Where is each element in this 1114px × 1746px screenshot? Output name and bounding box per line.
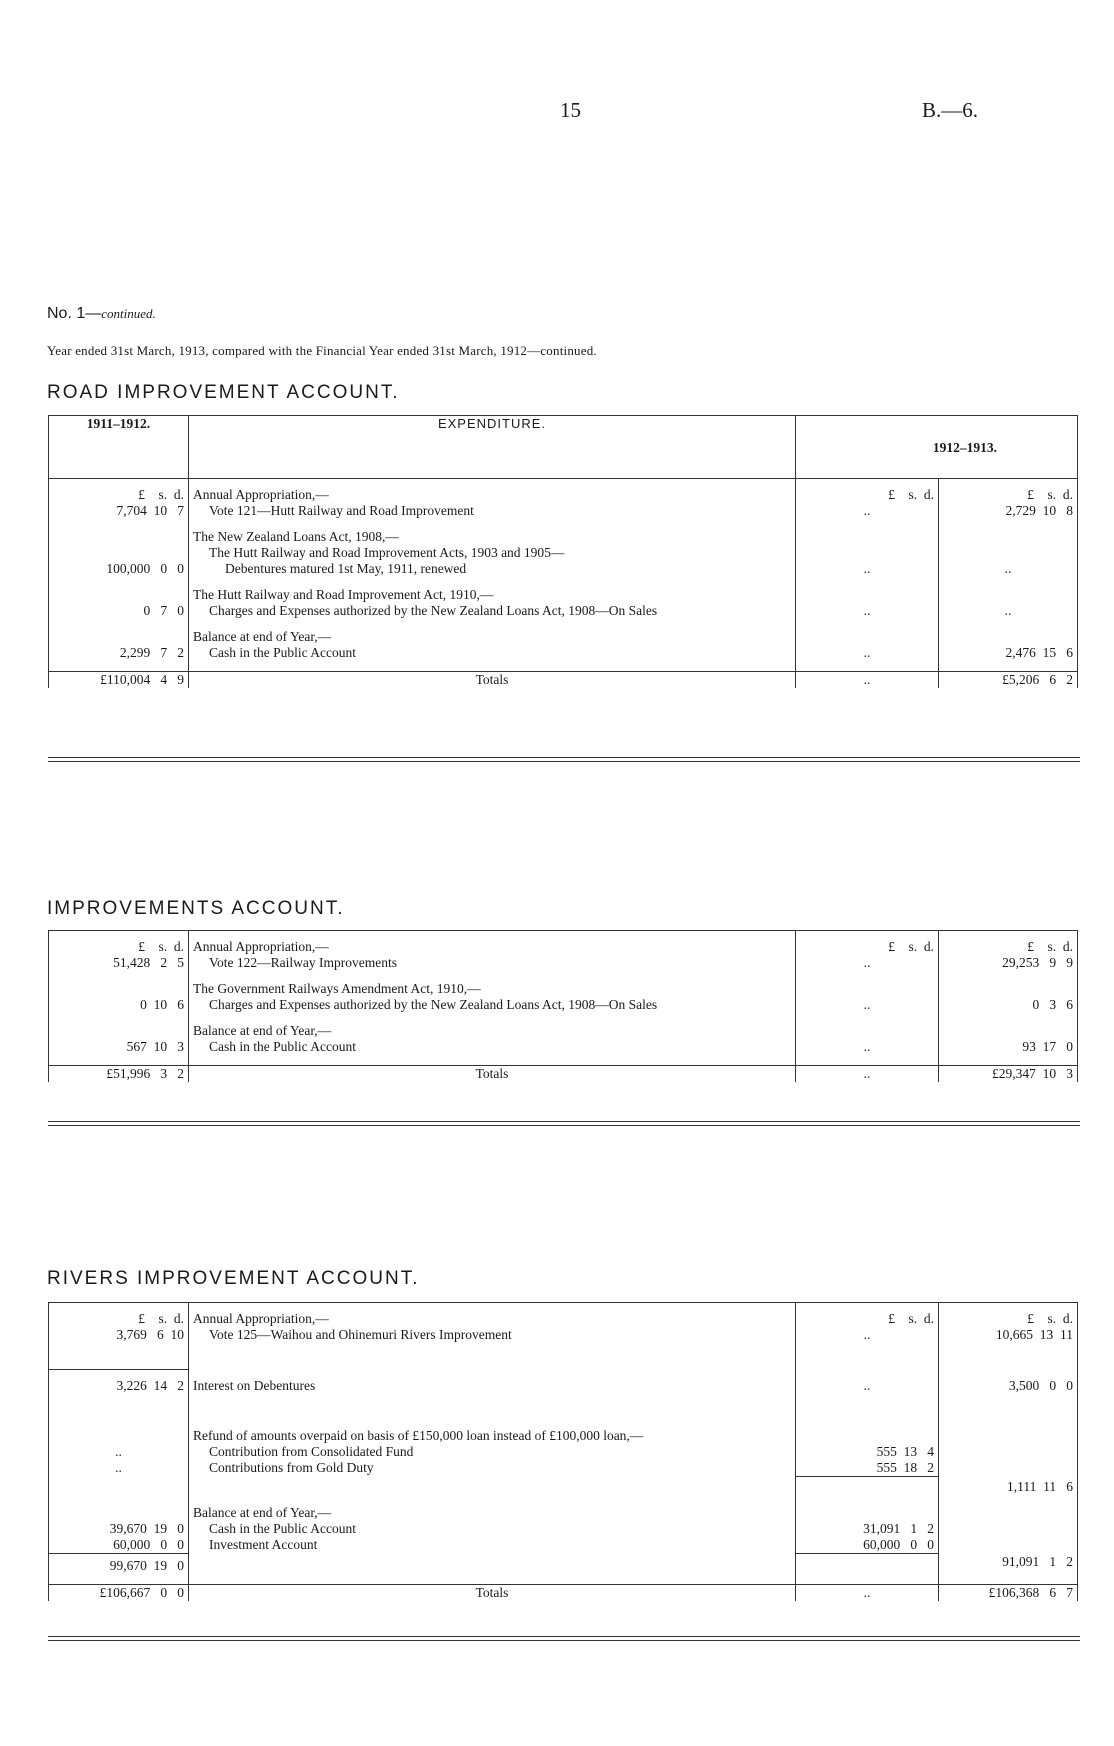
page-number: 15 xyxy=(560,98,581,122)
col-header-1911-1912: 1911–1912. xyxy=(49,416,189,479)
row-label: Debentures matured 1st May, 1911, renewed xyxy=(225,561,467,576)
amount-1912: 3,500 0 0 xyxy=(1008,1377,1073,1393)
row-label: Cash in the Public Account xyxy=(209,1521,356,1536)
subheading-number: No. 1— xyxy=(47,305,102,322)
amount-1912: .. xyxy=(1004,561,1012,576)
row-label: Vote 125—Waihou and Ohinemuri Rivers Improvement xyxy=(209,1327,512,1342)
section-subheading xyxy=(47,305,156,323)
row-label: Contribution from Consolidated Fund xyxy=(209,1444,414,1459)
amount-mid: .. xyxy=(796,997,939,1013)
row-label: Charges and Expenses authorized by the New Zealand Loans Act, 1908—On Sales xyxy=(209,997,658,1012)
amount-1911: 51,428 2 5 xyxy=(49,955,189,971)
amount-1911: 3,769 6 10 xyxy=(49,1327,189,1343)
amount-1912: 0 3 6 xyxy=(1032,997,1073,1012)
row-label: Vote 121—Hutt Railway and Road Improvement xyxy=(209,503,474,518)
total-1912: £5,206 6 2 xyxy=(939,672,1078,689)
amount-mid: .. xyxy=(796,955,939,971)
row-heading: The Hutt Railway and Road Improvement Act, 1910,— xyxy=(189,587,796,603)
document-reference: B.—6. xyxy=(922,98,979,122)
row-heading: The New Zealand Loans Act, 1908,— xyxy=(189,529,796,545)
rivers-account-title: RIVERS IMPROVEMENT ACCOUNT. xyxy=(47,1268,420,1289)
row-label: Vote 122—Railway Improvements xyxy=(209,955,397,970)
rivers-account-table xyxy=(48,1302,1078,1601)
totals-label: Totals xyxy=(189,1066,796,1083)
row-heading: The Government Railways Amendment Act, 1910,— xyxy=(189,981,796,997)
double-rule xyxy=(48,1636,1080,1641)
road-account-title: ROAD IMPROVEMENT ACCOUNT. xyxy=(47,382,400,403)
amount-1912: 91,091 1 2 xyxy=(1002,1553,1073,1569)
amount-1911: 7,704 10 7 xyxy=(49,503,189,519)
row-heading: Annual Appropriation,— xyxy=(189,939,796,955)
row-label: Charges and Expenses authorized by the New Zealand Loans Act, 1908—On Sales xyxy=(209,603,658,618)
amount-1912: 93 17 0 xyxy=(1022,1039,1073,1054)
amount-1911: 2,299 7 2 xyxy=(49,645,189,661)
amount-mid: .. xyxy=(796,1327,939,1343)
row-heading: Balance at end of Year,— xyxy=(189,629,796,645)
row-heading: Annual Appropriation,— xyxy=(189,1311,796,1327)
row-heading: Refund of amounts overpaid on basis of £150,000 loan instead of £100,000 loan,— xyxy=(189,1428,796,1444)
amount-1911: 0 7 0 xyxy=(49,603,189,619)
amount-1912: 1,111 11 6 xyxy=(1007,1478,1073,1494)
amount-1911: 60,000 0 0 xyxy=(49,1537,189,1554)
unit-header: £ s. d. xyxy=(1027,939,1073,954)
unit-header: £ s. d. xyxy=(1027,487,1073,502)
amount-mid: 555 18 2 xyxy=(796,1460,939,1477)
amount-1911: 3,226 14 2 xyxy=(49,1370,189,1395)
amount-mid: 31,091 1 2 xyxy=(796,1521,939,1537)
amount-1911: 100,000 0 0 xyxy=(49,561,189,577)
row-subheading: The Hutt Railway and Road Improvement Acts, 1903 and 1905— xyxy=(209,545,565,560)
total-mid: .. xyxy=(796,1585,939,1602)
row-label: Contributions from Gold Duty xyxy=(209,1460,374,1475)
amount-1912: 2,729 10 8 xyxy=(1005,503,1073,518)
unit-header: £ s. d. xyxy=(796,1311,939,1327)
row-heading: Annual Appropriation,— xyxy=(189,487,796,503)
unit-header: £ s. d. xyxy=(796,939,939,955)
totals-label: Totals xyxy=(189,1585,796,1602)
total-1911: £106,667 0 0 xyxy=(49,1585,189,1602)
improvements-account-table xyxy=(48,930,1078,1082)
row-label: Investment Account xyxy=(209,1537,318,1552)
amount-mid: .. xyxy=(796,1039,939,1055)
unit-header: £ s. d. xyxy=(1027,1311,1073,1326)
amount-1912: 2,476 15 6 xyxy=(1005,645,1073,660)
total-1911: £110,004 4 9 xyxy=(49,672,189,689)
amount-1911: .. xyxy=(49,1460,189,1477)
unit-header: £ s. d. xyxy=(49,1311,189,1327)
amount-mid: .. xyxy=(796,603,939,619)
amount-mid: .. xyxy=(796,1370,939,1395)
amount-mid: 555 13 4 xyxy=(796,1444,939,1460)
row-heading: Balance at end of Year,— xyxy=(189,1505,796,1521)
double-rule xyxy=(48,757,1080,762)
row-label: Cash in the Public Account xyxy=(209,645,356,660)
statement-caption: Year ended 31st March, 1913, compared with the Financial Year ended 31st March, 1912—continued. xyxy=(47,343,597,358)
amount-1912: 29,253 9 9 xyxy=(1002,955,1073,970)
total-1911: £51,996 3 2 xyxy=(49,1066,189,1083)
amount-1911: 39,670 19 0 xyxy=(49,1521,189,1537)
improvements-account-title: IMPROVEMENTS ACCOUNT. xyxy=(47,898,345,919)
unit-header: £ s. d. xyxy=(796,487,939,503)
amount-1911-subtotal: 99,670 19 0 xyxy=(49,1554,189,1575)
unit-header: £ s. d. xyxy=(49,939,189,955)
amount-1911: 567 10 3 xyxy=(49,1039,189,1055)
totals-label: Totals xyxy=(189,672,796,689)
amount-1912: .. xyxy=(1004,603,1012,618)
amount-mid: .. xyxy=(796,503,939,519)
total-1912: £106,368 6 7 xyxy=(939,1585,1078,1602)
road-account-table xyxy=(48,415,1078,688)
subheading-continued: continued. xyxy=(101,306,156,321)
amount-mid: 60,000 0 0 xyxy=(796,1537,939,1554)
total-mid: .. xyxy=(796,672,939,689)
amount-mid: .. xyxy=(796,561,939,577)
total-1912: £29,347 10 3 xyxy=(939,1066,1078,1083)
col-header-expenditure: EXPENDITURE. xyxy=(189,416,796,479)
amount-1912: 10,665 13 11 xyxy=(995,1327,1073,1342)
amount-mid: .. xyxy=(796,645,939,661)
row-heading: Interest on Debentures xyxy=(189,1370,796,1395)
col-header-1912-1913: 1912–1913. xyxy=(939,416,1078,479)
row-heading: Balance at end of Year,— xyxy=(189,1023,796,1039)
amount-1911: 0 10 6 xyxy=(49,997,189,1013)
amount-1911: .. xyxy=(49,1444,189,1460)
total-mid: .. xyxy=(796,1066,939,1083)
unit-header: £ s. d. xyxy=(49,487,189,503)
row-label: Cash in the Public Account xyxy=(209,1039,356,1054)
double-rule xyxy=(48,1121,1080,1126)
